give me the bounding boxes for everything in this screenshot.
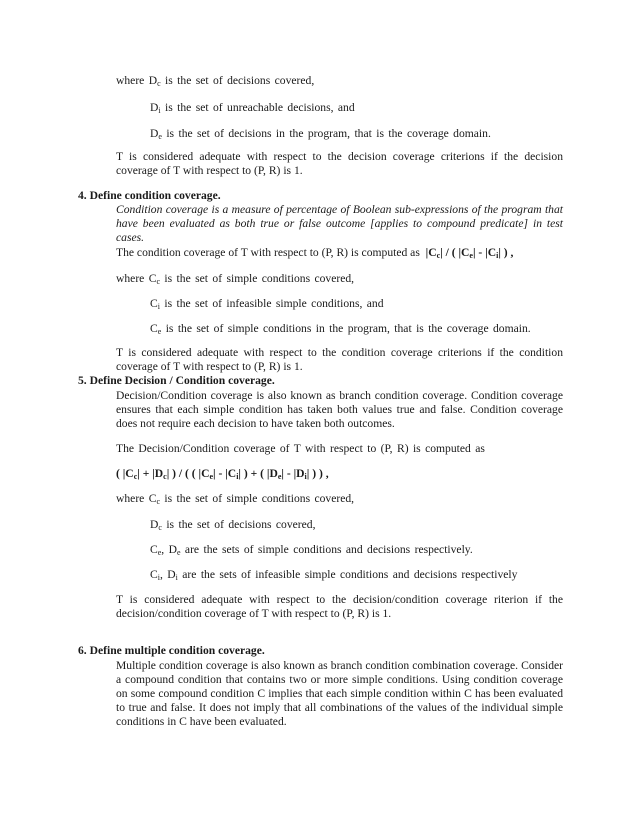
q4-formula: $|C_c|$ / ( $|C_e| - |C_i|$ ) ,	[425, 246, 514, 260]
q5-where-cc-line: where $C_c$ is the set of simple conditions covered,	[116, 492, 355, 506]
q4-computed-line	[116, 246, 513, 260]
q4-adequacy-paragraph: T is considered adequate with respect to the condition coverage criterions if the condition coverage of T with respect to (P, R) is 1.	[116, 346, 563, 373]
q4-definition: Condition coverage is a measure of percentage of Boolean sub-expressions of the program that have been evaluated as both true or false outcome [applies to compound predicate] in test cases.	[116, 203, 563, 244]
q4-where-cc-line: where $C_c$ is the set of simple conditions covered,	[116, 272, 355, 286]
decision-adequacy-paragraph: T is considered adequate with respect to the decision coverage criterions if the decision coverage of T with respect to (P, R) is 1.	[116, 150, 563, 177]
q5-ce-de-line: $C_e$, $D_e$ are the sets of simple conditions and decisions respectively.	[150, 543, 473, 557]
q4-heading: 4. Define condition coverage.	[78, 189, 221, 202]
de-line: $D_e$ is the set of decisions in the program, that is the coverage domain.	[150, 127, 491, 141]
q4-computed-prefix: The condition coverage of T with respect to (P, R) is computed as	[116, 246, 420, 259]
q4-ci-line: $C_i$ is the set of infeasible simple conditions, and	[150, 297, 384, 311]
q5-definition: Decision/Condition coverage is also known as branch condition coverage. Condition coverage ensures that each simple condition has taken both values true and false. Condition coverage does not require each decision to have taken both outcomes.	[116, 389, 563, 430]
q5-adequacy-paragraph: T is considered adequate with respect to the decision/condition coverage riterion if the decision/condition coverage of T with respect to (P, R) is 1.	[116, 593, 563, 620]
di-line: $D_i$ is the set of unreachable decisions, and	[150, 101, 355, 115]
q6-heading: 6. Define multiple condition coverage.	[78, 644, 265, 657]
q5-ci-di-line: $C_i$, $D_i$ are the sets of infeasible simple conditions and decisions respectively	[150, 568, 518, 582]
q5-heading: 5. Define Decision / Condition coverage.	[78, 374, 275, 387]
where-dc-line: where $D_c$ is the set of decisions covered,	[116, 74, 315, 88]
q5-formula: ( $|C_c| + |D_c|$ ) / ( ( $|C_e| - |C_i|$ ) + ( $|D_e| - |D_i|$ ) ) ,	[116, 467, 329, 481]
q5-dc-line: $D_c$ is the set of decisions covered,	[150, 518, 316, 532]
q6-definition: Multiple condition coverage is also known as branch condition combination coverage. Consider a compound condition that contains two or more simple conditions. Using condition coverage on some compound condition C implies that each simple condition within C has been evaluated to true and false. It does not imply that all combinations of the values of the individual simple conditions in C have been evaluated.	[116, 659, 563, 728]
q4-ce-line: $C_e$ is the set of simple conditions in the program, that is the coverage domain.	[150, 322, 531, 336]
q5-computed-line: The Decision/Condition coverage of T with respect to (P, R) is computed as	[116, 442, 485, 455]
